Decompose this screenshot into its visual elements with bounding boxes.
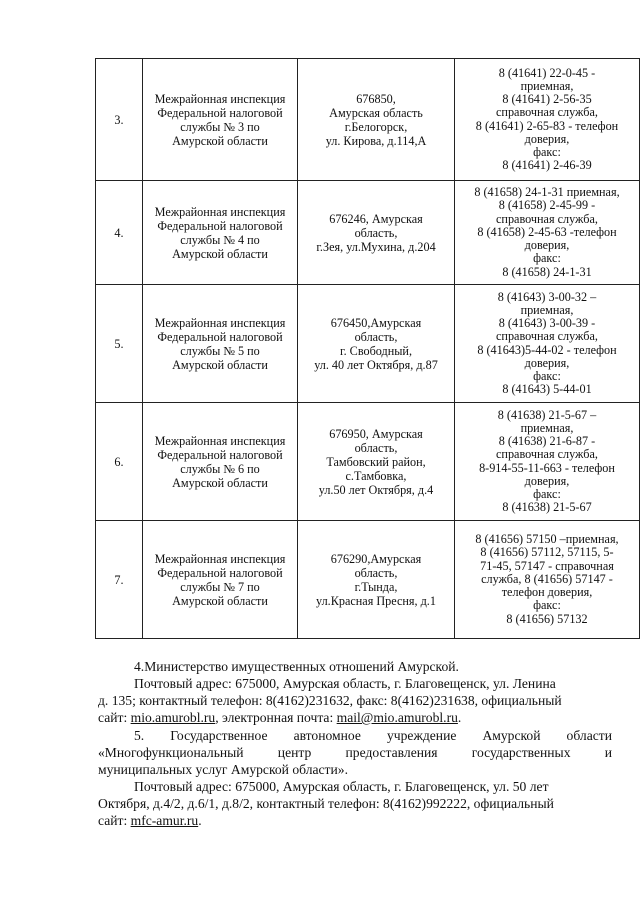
address-line: г.Тында, bbox=[354, 579, 398, 594]
contact-line: 8 (41641) 2-56-35 bbox=[502, 92, 592, 107]
address-line: 676246, Амурская bbox=[329, 211, 423, 226]
contact-line: доверия, bbox=[524, 355, 570, 370]
inspection-name-line: Федеральной налоговой bbox=[157, 105, 283, 120]
row-number: 5. bbox=[114, 336, 124, 351]
inspection-name-line: Амурской области bbox=[172, 475, 268, 490]
inspection-name-line: Амурской области bbox=[172, 246, 268, 261]
contact-line: 8 (41656) 57112, 57115, 5- bbox=[480, 545, 614, 560]
address-line: г.Белогорск, bbox=[344, 119, 408, 134]
contact-line: телефон доверия, bbox=[501, 585, 593, 600]
contact-line: 8 (41658) 2-45-99 - bbox=[498, 198, 596, 213]
address-cell bbox=[298, 59, 455, 181]
contact-line: приемная, bbox=[520, 302, 574, 317]
row-number: 6. bbox=[114, 454, 124, 469]
contacts-cell bbox=[455, 521, 640, 639]
address-line: область, bbox=[354, 440, 398, 455]
section-5-title-line-2 bbox=[98, 744, 612, 761]
title-word: автономное bbox=[293, 728, 361, 743]
inspection-name-line: Межрайонная инспекция bbox=[154, 551, 286, 566]
contacts-cell bbox=[455, 285, 640, 403]
contact-line: 8 (41641) 2-65-83 - телефон bbox=[475, 118, 619, 133]
inspection-name-cell bbox=[143, 403, 298, 521]
contact-line: 8 (41643) 3-00-39 - bbox=[498, 316, 596, 331]
inspection-name-cell bbox=[143, 59, 298, 181]
address-cell bbox=[298, 403, 455, 521]
address-cell bbox=[298, 181, 455, 285]
address-line: г.Зея, ул.Мухина, д.204 bbox=[316, 239, 436, 254]
address-line: область, bbox=[354, 565, 398, 580]
inspection-name-line: Межрайонная инспекция bbox=[154, 91, 286, 106]
table-row bbox=[96, 403, 640, 521]
section-4-address-line-1: Почтовый адрес: 675000, Амурская область, г. Благовещенск, ул. Ленина bbox=[134, 676, 556, 691]
inspection-name-line: Амурской области bbox=[172, 593, 268, 608]
table-row bbox=[96, 285, 640, 403]
contact-line: служба, 8 (41656) 57147 - bbox=[481, 571, 613, 586]
address-line: 676290,Амурская bbox=[330, 551, 422, 566]
address-line: 676450,Амурская bbox=[330, 315, 422, 330]
contact-line: справочная служба, bbox=[496, 447, 598, 462]
address-line: ул.50 лет Октября, д.4 bbox=[318, 482, 434, 497]
address-cell bbox=[298, 285, 455, 403]
contact-line: доверия, bbox=[524, 473, 570, 488]
inspection-name-line: службы № 6 по bbox=[180, 461, 260, 476]
contact-line: факс: bbox=[533, 368, 561, 383]
contact-line: приемная, bbox=[520, 420, 574, 435]
inspection-name-line: Федеральной налоговой bbox=[157, 565, 283, 580]
section-5-title-line-1 bbox=[98, 727, 612, 744]
contact-line: 8 (41638) 21-6-87 - bbox=[498, 434, 596, 449]
title-word: центр bbox=[277, 745, 312, 760]
address-line: 676950, Амурская bbox=[329, 426, 423, 441]
section-5-title-line-3: муниципальных услуг Амурской области». bbox=[98, 762, 348, 777]
contact-line: 8 (41641) 22-0-45 - bbox=[498, 65, 596, 80]
inspection-name-cell bbox=[143, 521, 298, 639]
contacts-cell bbox=[455, 403, 640, 521]
contacts-cell bbox=[455, 59, 640, 181]
inspection-name-line: Федеральной налоговой bbox=[157, 218, 283, 233]
contact-line: 8 (41658) 24-1-31 приемная, bbox=[474, 185, 620, 200]
contact-line: 8 (41656) 57150 –приемная, bbox=[475, 532, 619, 547]
contact-line: справочная служба, bbox=[496, 211, 598, 226]
inspection-name-line: службы № 3 по bbox=[180, 119, 260, 134]
contact-line: 8 (41658) 2-45-63 -телефон bbox=[477, 224, 617, 239]
address-line: ул. Кирова, д.114,А bbox=[325, 133, 427, 148]
contact-line: 8 (41656) 57132 bbox=[506, 611, 588, 626]
contact-line: доверия, bbox=[524, 131, 570, 146]
inspection-name-line: Амурской области bbox=[172, 133, 268, 148]
address-line: Тамбовский район, bbox=[326, 454, 426, 469]
address-line: г. Свободный, bbox=[339, 343, 413, 358]
row-number-cell bbox=[96, 59, 143, 181]
address-line: Амурская область bbox=[329, 105, 423, 120]
inspection-name-line: службы № 5 по bbox=[180, 343, 260, 358]
address-line: ул.Красная Пресня, д.1 bbox=[316, 593, 436, 608]
row-number: 4. bbox=[114, 225, 124, 240]
section-5-address-line-1: Почтовый адрес: 675000, Амурская область, г. Благовещенск, ул. 50 лет bbox=[134, 779, 549, 794]
address-line: 676850, bbox=[356, 91, 396, 106]
mio-email-link[interactable]: mail@mio.amurobl.ru bbox=[336, 710, 458, 725]
section-4-address-line-3 bbox=[98, 709, 612, 726]
inspection-name-line: Межрайонная инспекция bbox=[154, 315, 286, 330]
contact-line: 8 (41641) 2-46-39 bbox=[502, 158, 592, 173]
inspection-name-line: службы № 7 по bbox=[180, 579, 260, 594]
address-line: ул. 40 лет Октября, д.87 bbox=[314, 357, 438, 372]
title-word: «Многофункциональный bbox=[98, 745, 244, 760]
contact-line: доверия, bbox=[524, 238, 570, 253]
line-end: . bbox=[457, 710, 462, 725]
inspection-name-line: Амурской области bbox=[172, 357, 268, 372]
contact-line: факс: bbox=[533, 486, 561, 501]
mfc-site-link[interactable]: mfc-amur.ru bbox=[130, 813, 199, 828]
contact-line: факс: bbox=[533, 144, 561, 159]
table-body bbox=[96, 59, 640, 639]
inspection-name-cell bbox=[143, 181, 298, 285]
inspection-name-cell bbox=[143, 285, 298, 403]
title-word: учреждение bbox=[386, 728, 457, 743]
section-4-address-line-2: д. 135; контактный телефон: 8(4162)231632, факс: 8(4162)231638, официальный bbox=[98, 693, 562, 708]
contact-line: справочная служба, bbox=[496, 329, 598, 344]
section-4 bbox=[98, 658, 612, 726]
mio-site-link[interactable]: mio.amurobl.ru bbox=[130, 710, 216, 725]
contact-line: 8 (41638) 21-5-67 – bbox=[497, 407, 597, 422]
contact-line: факс: bbox=[533, 251, 561, 266]
section-5-address-line-3 bbox=[98, 812, 612, 829]
row-number: 7. bbox=[114, 572, 124, 587]
contact-line: 8 (41643) 3-00-32 – bbox=[497, 289, 597, 304]
address-line: область, bbox=[354, 225, 398, 240]
contact-line: приемная, bbox=[520, 78, 574, 93]
contact-line: 8 (41658) 24-1-31 bbox=[502, 264, 592, 279]
row-number-cell bbox=[96, 521, 143, 639]
contact-line: справочная служба, bbox=[496, 105, 598, 120]
title-word: 5. bbox=[134, 728, 145, 743]
table-row bbox=[96, 59, 640, 181]
title-word: и bbox=[604, 745, 612, 760]
section-5-address-line-2: Октября, д.4/2, д.6/1, д.8/2, контактный телефон: 8(4162)992222, официальный bbox=[98, 796, 554, 811]
contacts-cell bbox=[455, 181, 640, 285]
section-4-heading: 4.Министерство имущественных отношений Амурской. bbox=[134, 659, 459, 674]
inspection-name-line: Межрайонная инспекция bbox=[154, 433, 286, 448]
title-word: предоставления bbox=[345, 745, 438, 760]
table-row bbox=[96, 521, 640, 639]
inspection-name-line: Федеральной налоговой bbox=[157, 329, 283, 344]
address-cell bbox=[298, 521, 455, 639]
line-end: . bbox=[198, 813, 202, 828]
contact-line: факс: bbox=[533, 598, 561, 613]
title-word: области bbox=[566, 728, 612, 743]
table-row bbox=[96, 181, 640, 285]
title-word: государственных bbox=[471, 745, 571, 760]
inspection-name-line: Федеральной налоговой bbox=[157, 447, 283, 462]
address-line: область, bbox=[354, 329, 398, 344]
inspection-name-line: Межрайонная инспекция bbox=[154, 204, 286, 219]
row-number-cell bbox=[96, 181, 143, 285]
email-label: , электронная почта: bbox=[215, 710, 337, 725]
row-number: 3. bbox=[114, 112, 124, 127]
section-5 bbox=[98, 727, 612, 829]
title-word: Государственное bbox=[170, 728, 268, 743]
site-label: сайт: bbox=[98, 813, 131, 828]
address-line: с.Тамбовка, bbox=[345, 468, 407, 483]
contact-line: 71-45, 57147 - справочная bbox=[480, 558, 614, 573]
row-number-cell bbox=[96, 285, 143, 403]
title-word: Амурской bbox=[482, 728, 541, 743]
contact-line: 8 (41638) 21-5-67 bbox=[502, 500, 592, 515]
contact-line: 8 (41643) 5-44-01 bbox=[502, 382, 592, 397]
contact-line: 8-914-55-11-663 - телефон bbox=[479, 460, 615, 475]
contact-line: 8 (41643)5-44-02 - телефон bbox=[477, 342, 617, 357]
tax-offices-table bbox=[95, 58, 640, 639]
site-label: сайт: bbox=[98, 710, 131, 725]
row-number-cell bbox=[96, 403, 143, 521]
inspection-name-line: службы № 4 по bbox=[180, 232, 260, 247]
